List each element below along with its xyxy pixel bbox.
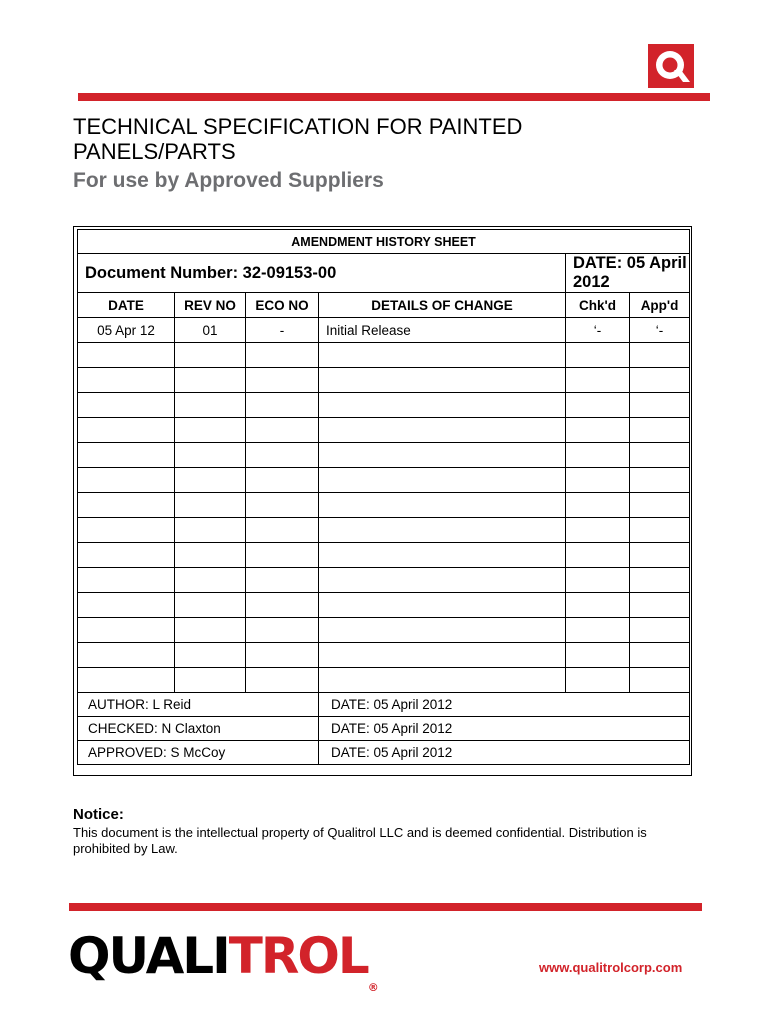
column-header: App'd xyxy=(630,293,690,318)
table-cell xyxy=(175,368,246,393)
table-row xyxy=(78,493,690,518)
table-cell xyxy=(175,418,246,443)
website-link[interactable]: www.qualitrolcorp.com xyxy=(539,960,683,975)
document-title: TECHNICAL SPECIFICATION FOR PAINTED PANELS/PARTS xyxy=(73,114,523,164)
table-cell: ‘- xyxy=(566,318,630,343)
table-cell xyxy=(246,493,319,518)
author-cell: AUTHOR: L Reid xyxy=(78,693,319,717)
table-cell xyxy=(566,368,630,393)
document-number: Document Number: 32-09153-00 xyxy=(78,254,566,293)
table-cell xyxy=(630,343,690,368)
table-cell xyxy=(246,643,319,668)
footer-rule xyxy=(69,903,702,911)
table-cell xyxy=(175,543,246,568)
table-row xyxy=(78,368,690,393)
table-cell xyxy=(246,668,319,693)
table-cell xyxy=(319,518,566,543)
table-cell xyxy=(175,443,246,468)
table-cell xyxy=(630,443,690,468)
notice-body: This document is the intellectual property of Qualitrol LLC and is deemed confidential. Distribution is prohibited by Law. xyxy=(73,825,647,856)
table-cell xyxy=(566,393,630,418)
table-cell xyxy=(630,368,690,393)
table-cell xyxy=(175,393,246,418)
table-row xyxy=(78,543,690,568)
table-cell xyxy=(78,618,175,643)
table-cell xyxy=(246,543,319,568)
table-cell xyxy=(566,593,630,618)
wordmark-trol: TROL xyxy=(228,927,368,985)
table-cell xyxy=(175,668,246,693)
registered-mark: ® xyxy=(367,981,379,994)
table-cell xyxy=(319,468,566,493)
table-cell xyxy=(566,643,630,668)
table-row xyxy=(78,568,690,593)
table-row xyxy=(78,418,690,443)
table-cell xyxy=(78,443,175,468)
table-cell xyxy=(246,368,319,393)
table-cell xyxy=(319,368,566,393)
table-cell: - xyxy=(246,318,319,343)
column-header: ECO NO xyxy=(246,293,319,318)
table-cell: 01 xyxy=(175,318,246,343)
table-cell xyxy=(566,568,630,593)
table-row xyxy=(78,593,690,618)
notice-heading: Notice: xyxy=(73,806,124,823)
table-cell xyxy=(630,393,690,418)
table-row xyxy=(78,318,690,343)
table-row xyxy=(78,618,690,643)
table-cell xyxy=(566,618,630,643)
table-cell xyxy=(78,518,175,543)
table-cell xyxy=(175,568,246,593)
table-cell xyxy=(319,343,566,368)
table-cell xyxy=(319,593,566,618)
column-header: DETAILS OF CHANGE xyxy=(319,293,566,318)
amendment-history-table xyxy=(77,229,690,765)
table-cell xyxy=(566,543,630,568)
table-row xyxy=(78,468,690,493)
table-cell xyxy=(246,418,319,443)
table-cell xyxy=(630,468,690,493)
qualitrol-q-logo xyxy=(648,44,694,88)
approved-date-cell: DATE: 05 April 2012 xyxy=(319,741,690,765)
table-cell xyxy=(566,493,630,518)
table-cell xyxy=(630,668,690,693)
table-cell xyxy=(566,443,630,468)
table-cell xyxy=(630,493,690,518)
table-cell: 05 Apr 12 xyxy=(78,318,175,343)
qualitrol-wordmark xyxy=(68,926,379,994)
author-date-cell: DATE: 05 April 2012 xyxy=(319,693,690,717)
column-header: Chk'd xyxy=(566,293,630,318)
column-headers xyxy=(78,293,690,318)
table-cell xyxy=(630,618,690,643)
sheet-title: AMENDMENT HISTORY SHEET xyxy=(78,230,690,254)
table-cell xyxy=(319,643,566,668)
table-cell xyxy=(78,543,175,568)
table-cell xyxy=(630,518,690,543)
table-row xyxy=(78,643,690,668)
table-cell xyxy=(630,593,690,618)
table-cell xyxy=(78,668,175,693)
table-cell xyxy=(319,418,566,443)
table-cell xyxy=(78,418,175,443)
table-cell xyxy=(630,543,690,568)
table-cell xyxy=(78,643,175,668)
table-cell xyxy=(246,518,319,543)
table-cell xyxy=(246,593,319,618)
table-cell xyxy=(175,468,246,493)
table-cell xyxy=(566,468,630,493)
checked-date-cell: DATE: 05 April 2012 xyxy=(319,717,690,741)
table-cell xyxy=(175,643,246,668)
table-cell xyxy=(78,368,175,393)
document-date: DATE: 05 April 2012 xyxy=(566,254,690,293)
table-row xyxy=(78,518,690,543)
table-cell xyxy=(630,643,690,668)
table-cell xyxy=(566,668,630,693)
table-cell xyxy=(630,418,690,443)
table-cell xyxy=(175,493,246,518)
table-cell xyxy=(78,468,175,493)
table-cell xyxy=(319,668,566,693)
table-cell xyxy=(175,343,246,368)
table-cell xyxy=(319,443,566,468)
table-cell xyxy=(246,443,319,468)
table-cell xyxy=(246,393,319,418)
table-row xyxy=(78,443,690,468)
table-cell xyxy=(319,493,566,518)
table-cell xyxy=(630,568,690,593)
table-cell xyxy=(319,618,566,643)
table-cell xyxy=(566,418,630,443)
table-cell xyxy=(246,618,319,643)
table-cell xyxy=(319,543,566,568)
table-row xyxy=(78,668,690,693)
table-cell xyxy=(319,568,566,593)
table-cell xyxy=(246,343,319,368)
table-cell xyxy=(78,493,175,518)
table-cell xyxy=(78,593,175,618)
approved-cell: APPROVED: S McCoy xyxy=(78,741,319,765)
wordmark-quali: QUALI xyxy=(68,927,229,985)
table-cell xyxy=(78,568,175,593)
checked-cell: CHECKED: N Claxton xyxy=(78,717,319,741)
table-cell xyxy=(175,518,246,543)
table-cell xyxy=(175,618,246,643)
column-header: REV NO xyxy=(175,293,246,318)
table-row xyxy=(78,343,690,368)
table-cell: Initial Release xyxy=(319,318,566,343)
table-cell xyxy=(246,468,319,493)
table-cell xyxy=(566,518,630,543)
table-cell: ‘- xyxy=(630,318,690,343)
document-subtitle: For use by Approved Suppliers xyxy=(73,169,384,192)
table-row xyxy=(78,393,690,418)
table-cell xyxy=(319,393,566,418)
column-header: DATE xyxy=(78,293,175,318)
table-cell xyxy=(175,593,246,618)
table-cell xyxy=(246,568,319,593)
table-cell xyxy=(78,343,175,368)
table-cell xyxy=(566,343,630,368)
header-rule xyxy=(78,93,710,101)
table-cell xyxy=(78,393,175,418)
